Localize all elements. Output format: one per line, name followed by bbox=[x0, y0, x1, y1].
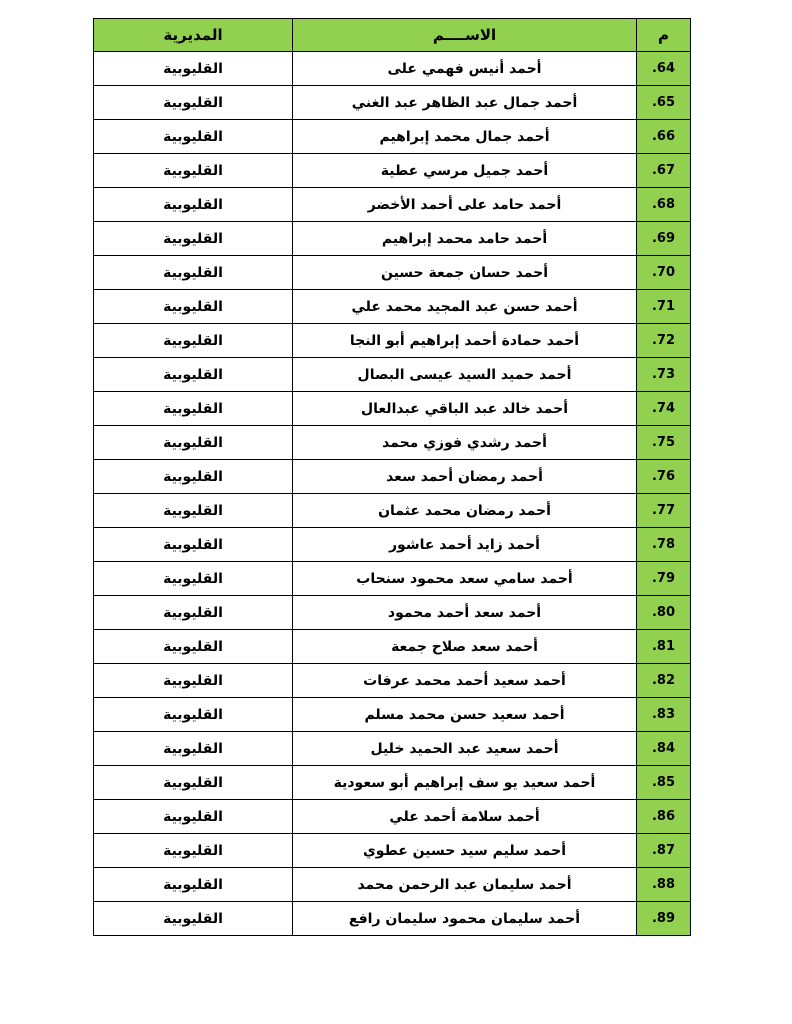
row-directorate: القليوبية bbox=[94, 698, 293, 732]
row-directorate: القليوبية bbox=[94, 800, 293, 834]
row-directorate: القليوبية bbox=[94, 392, 293, 426]
row-number: .84 bbox=[637, 732, 691, 766]
row-number: .75 bbox=[637, 426, 691, 460]
row-number: .67 bbox=[637, 154, 691, 188]
row-name: أحمد رمضان أحمد سعد bbox=[293, 460, 637, 494]
header-row bbox=[94, 19, 691, 52]
row-name: أحمد سامي سعد محمود سنحاب bbox=[293, 562, 637, 596]
row-directorate: القليوبية bbox=[94, 256, 293, 290]
row-directorate: القليوبية bbox=[94, 494, 293, 528]
table-row bbox=[94, 120, 691, 154]
row-name: أحمد حامد محمد إبراهيم bbox=[293, 222, 637, 256]
row-directorate: القليوبية bbox=[94, 766, 293, 800]
row-number: .64 bbox=[637, 52, 691, 86]
row-number: .70 bbox=[637, 256, 691, 290]
table-row bbox=[94, 460, 691, 494]
table-row bbox=[94, 868, 691, 902]
table-row bbox=[94, 766, 691, 800]
row-directorate: القليوبية bbox=[94, 120, 293, 154]
row-name: أحمد أنيس فهمي على bbox=[293, 52, 637, 86]
row-number: .76 bbox=[637, 460, 691, 494]
row-name: أحمد سليمان عبد الرحمن محمد bbox=[293, 868, 637, 902]
row-name: أحمد سعد صلاح جمعة bbox=[293, 630, 637, 664]
row-number: .83 bbox=[637, 698, 691, 732]
table-row bbox=[94, 562, 691, 596]
row-number: .69 bbox=[637, 222, 691, 256]
row-number: .68 bbox=[637, 188, 691, 222]
roster-table bbox=[93, 18, 691, 936]
row-number: .79 bbox=[637, 562, 691, 596]
row-name: أحمد سعيد يو سف إبراهيم أبو سعودية bbox=[293, 766, 637, 800]
row-number: .78 bbox=[637, 528, 691, 562]
row-directorate: القليوبية bbox=[94, 834, 293, 868]
table-body bbox=[94, 52, 691, 936]
row-number: .87 bbox=[637, 834, 691, 868]
row-number: .89 bbox=[637, 902, 691, 936]
table-row bbox=[94, 52, 691, 86]
row-name: أحمد حمادة أحمد إبراهيم أبو النجا bbox=[293, 324, 637, 358]
table-row bbox=[94, 528, 691, 562]
table-row bbox=[94, 188, 691, 222]
table-row bbox=[94, 596, 691, 630]
row-directorate: القليوبية bbox=[94, 562, 293, 596]
row-name: أحمد زايد أحمد عاشور bbox=[293, 528, 637, 562]
row-name: أحمد رشدي فوزي محمد bbox=[293, 426, 637, 460]
row-directorate: القليوبية bbox=[94, 426, 293, 460]
row-name: أحمد رمضان محمد عثمان bbox=[293, 494, 637, 528]
row-directorate: القليوبية bbox=[94, 324, 293, 358]
table-row bbox=[94, 426, 691, 460]
row-directorate: القليوبية bbox=[94, 460, 293, 494]
row-number: .86 bbox=[637, 800, 691, 834]
table-header bbox=[94, 19, 691, 52]
row-name: أحمد خالد عبد الباقي عبدالعال bbox=[293, 392, 637, 426]
row-name: أحمد سليمان محمود سليمان رافع bbox=[293, 902, 637, 936]
roster-sheet bbox=[93, 18, 689, 936]
row-number: .74 bbox=[637, 392, 691, 426]
row-directorate: القليوبية bbox=[94, 222, 293, 256]
table-row bbox=[94, 800, 691, 834]
row-number: .71 bbox=[637, 290, 691, 324]
row-number: .66 bbox=[637, 120, 691, 154]
row-name: أحمد سعيد أحمد محمد عرفات bbox=[293, 664, 637, 698]
table-row bbox=[94, 324, 691, 358]
table-row bbox=[94, 834, 691, 868]
table-row bbox=[94, 664, 691, 698]
row-directorate: القليوبية bbox=[94, 86, 293, 120]
table-row bbox=[94, 256, 691, 290]
row-name: أحمد سعيد عبد الحميد خليل bbox=[293, 732, 637, 766]
row-name: أحمد جمال عبد الظاهر عبد الغني bbox=[293, 86, 637, 120]
table-row bbox=[94, 392, 691, 426]
row-directorate: القليوبية bbox=[94, 358, 293, 392]
row-number: .88 bbox=[637, 868, 691, 902]
header-directorate: المديرية bbox=[94, 19, 293, 52]
row-name: أحمد جميل مرسي عطية bbox=[293, 154, 637, 188]
table-row bbox=[94, 154, 691, 188]
row-name: أحمد سلامة أحمد علي bbox=[293, 800, 637, 834]
row-directorate: القليوبية bbox=[94, 732, 293, 766]
row-name: أحمد حامد على أحمد الأخضر bbox=[293, 188, 637, 222]
table-row bbox=[94, 732, 691, 766]
row-directorate: القليوبية bbox=[94, 528, 293, 562]
row-name: أحمد حميد السيد عيسى البصال bbox=[293, 358, 637, 392]
row-directorate: القليوبية bbox=[94, 664, 293, 698]
table-row bbox=[94, 698, 691, 732]
row-name: أحمد سليم سيد حسين عطوي bbox=[293, 834, 637, 868]
row-name: أحمد حسان جمعة حسين bbox=[293, 256, 637, 290]
row-directorate: القليوبية bbox=[94, 52, 293, 86]
table-row bbox=[94, 86, 691, 120]
row-name: أحمد حسن عبد المجيد محمد علي bbox=[293, 290, 637, 324]
row-number: .85 bbox=[637, 766, 691, 800]
row-number: .72 bbox=[637, 324, 691, 358]
table-row bbox=[94, 902, 691, 936]
row-number: .65 bbox=[637, 86, 691, 120]
row-name: أحمد جمال محمد إبراهيم bbox=[293, 120, 637, 154]
row-directorate: القليوبية bbox=[94, 902, 293, 936]
row-directorate: القليوبية bbox=[94, 290, 293, 324]
row-number: .77 bbox=[637, 494, 691, 528]
row-number: .73 bbox=[637, 358, 691, 392]
row-number: .80 bbox=[637, 596, 691, 630]
row-directorate: القليوبية bbox=[94, 868, 293, 902]
table-row bbox=[94, 222, 691, 256]
header-number: م bbox=[637, 19, 691, 52]
row-directorate: القليوبية bbox=[94, 596, 293, 630]
row-directorate: القليوبية bbox=[94, 188, 293, 222]
row-directorate: القليوبية bbox=[94, 630, 293, 664]
row-name: أحمد سعيد حسن محمد مسلم bbox=[293, 698, 637, 732]
table-row bbox=[94, 358, 691, 392]
row-number: .82 bbox=[637, 664, 691, 698]
table-row bbox=[94, 494, 691, 528]
row-directorate: القليوبية bbox=[94, 154, 293, 188]
row-number: .81 bbox=[637, 630, 691, 664]
row-name: أحمد سعد أحمد محمود bbox=[293, 596, 637, 630]
table-row bbox=[94, 290, 691, 324]
header-name: الاســــم bbox=[293, 19, 637, 52]
table-row bbox=[94, 630, 691, 664]
